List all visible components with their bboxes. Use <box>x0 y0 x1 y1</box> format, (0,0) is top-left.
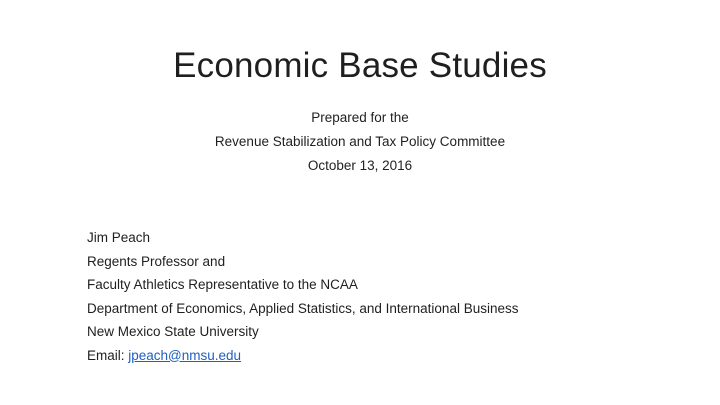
subtitle-committee: Revenue Stabilization and Tax Policy Committee <box>214 134 506 149</box>
email-link[interactable]: jpeach@nmsu.edu <box>128 347 242 363</box>
author-email-line <box>87 344 518 368</box>
subtitle-prepared-for: Prepared for the <box>311 110 409 125</box>
subtitle-date: October 13, 2016 <box>307 158 413 173</box>
author-block <box>87 226 518 367</box>
author-name: Jim Peach <box>87 230 151 245</box>
author-role: Faculty Athletics Representative to the NCAA <box>87 277 358 292</box>
slide-title: Economic Base Studies <box>173 46 547 85</box>
subtitle-block <box>0 106 720 178</box>
author-university: New Mexico State University <box>87 324 259 339</box>
author-title: Regents Professor and <box>87 253 226 269</box>
email-label: Email: <box>87 347 129 363</box>
author-department: Department of Economics, Applied Statistics, and International Business <box>87 300 519 316</box>
